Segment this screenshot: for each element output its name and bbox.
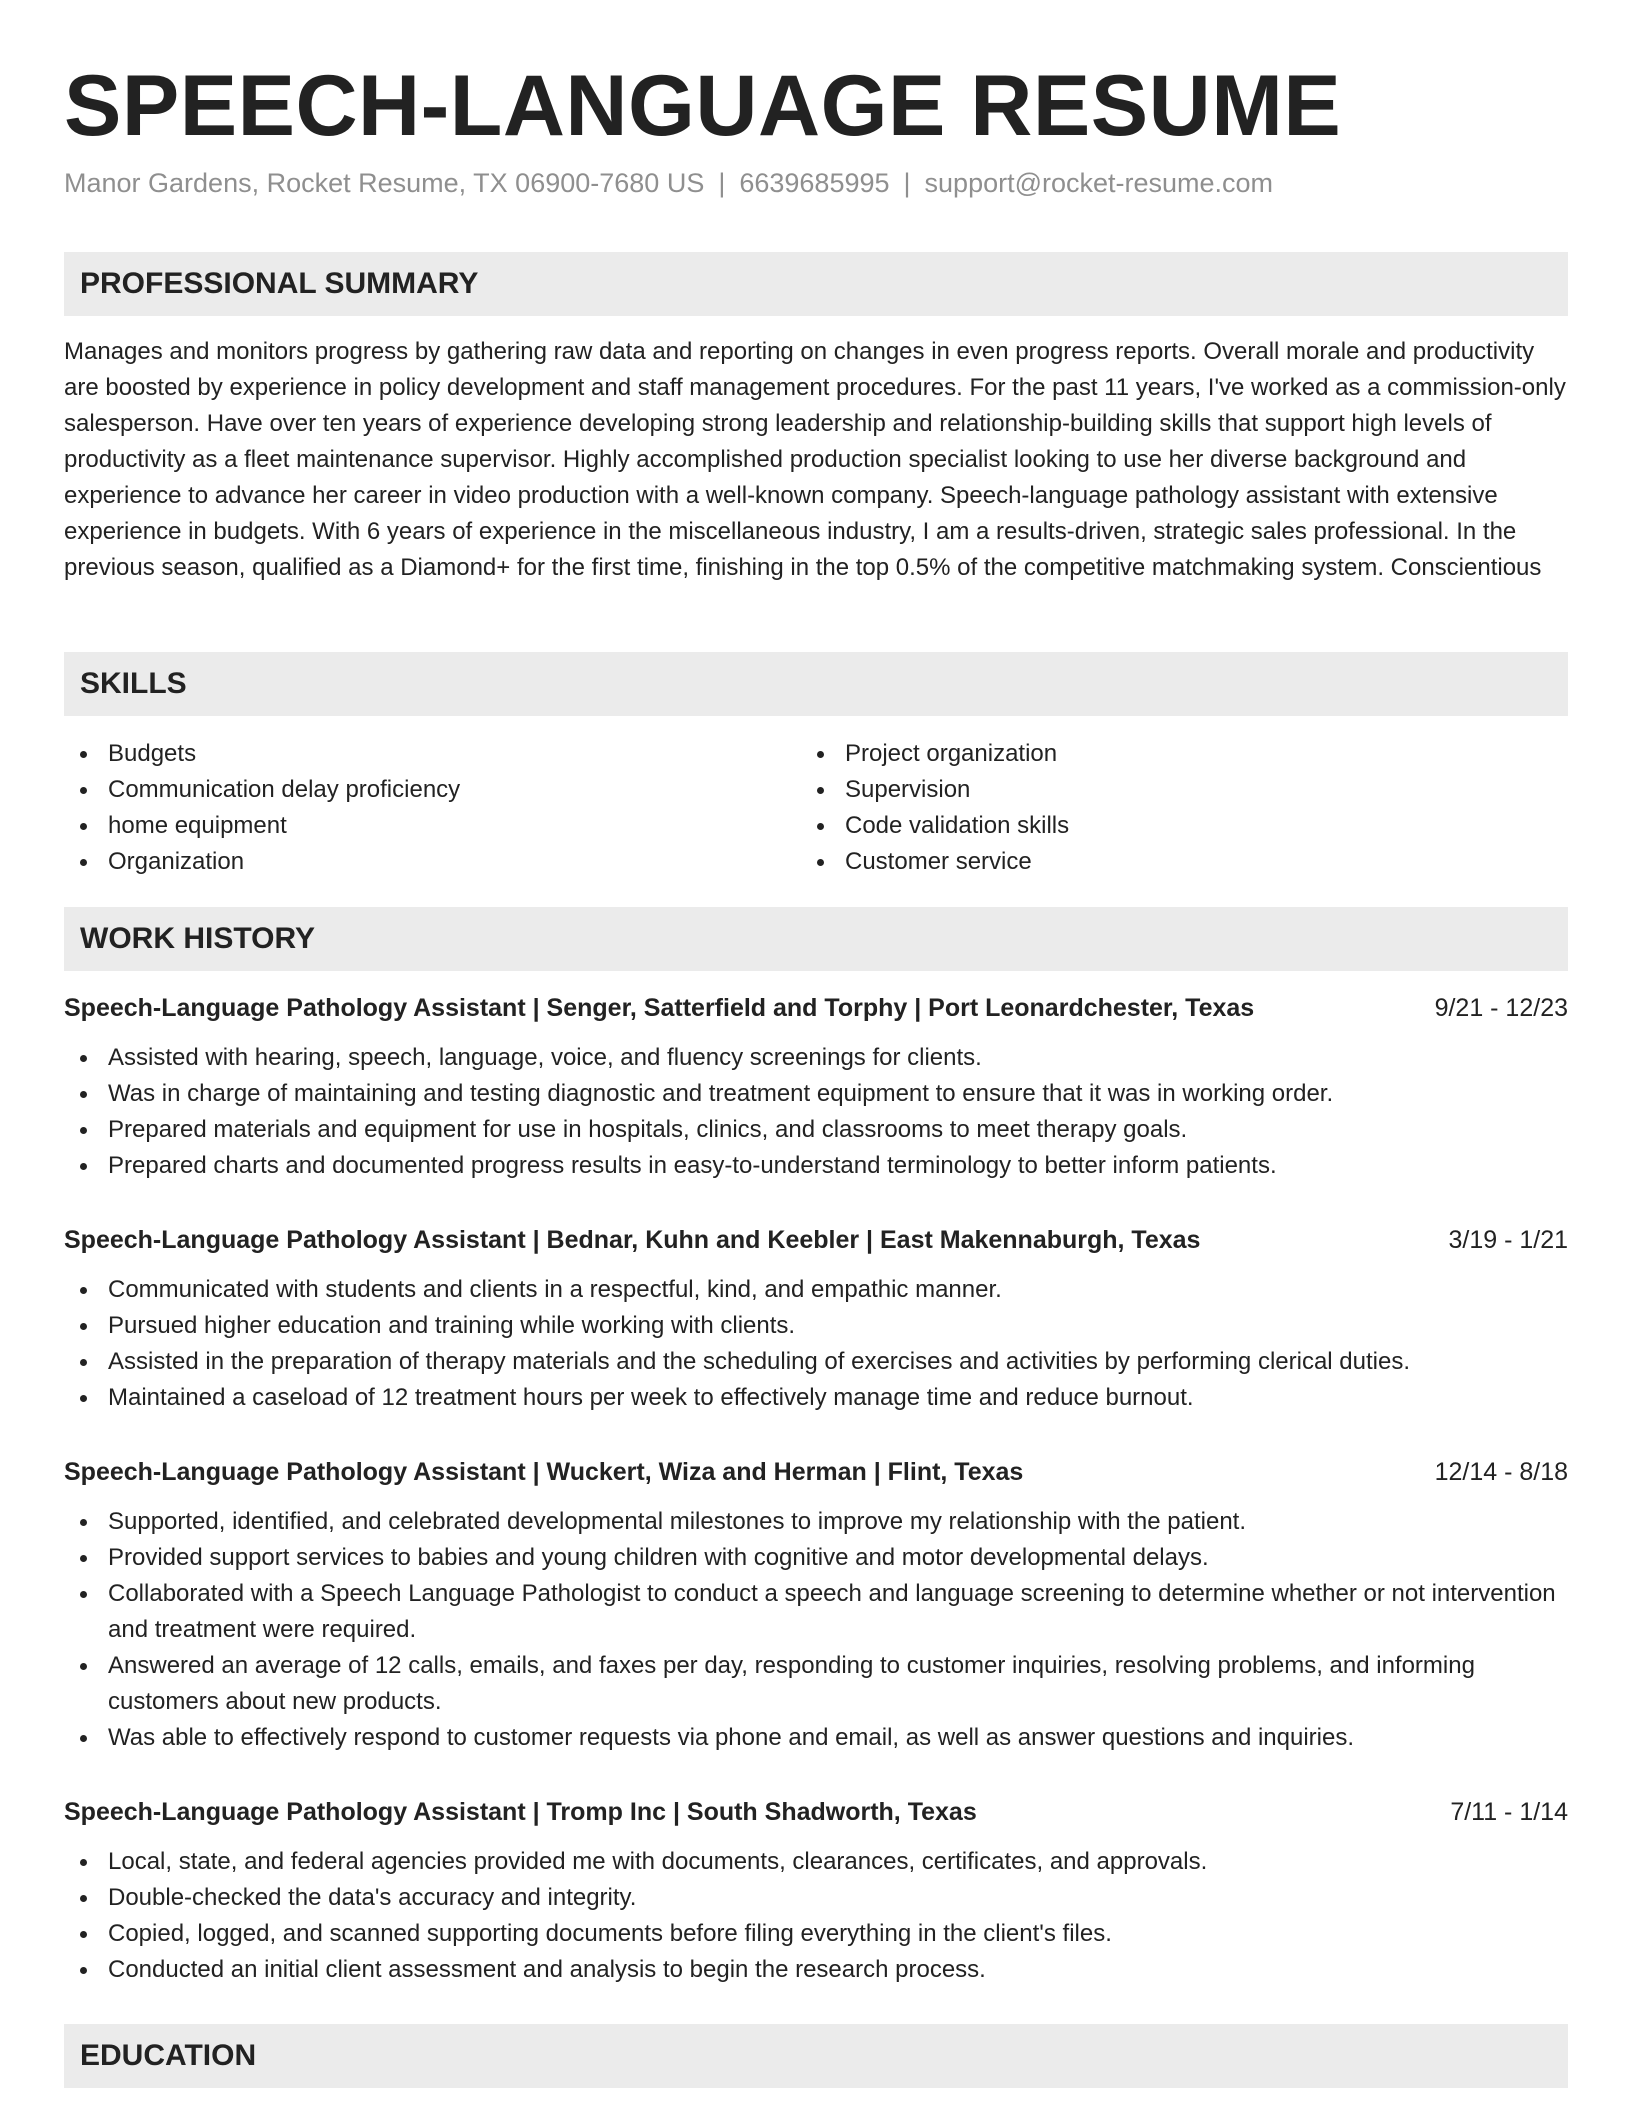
- job-duty: Assisted in the preparation of therapy materials and the scheduling of exercises and activities by performing clerical duties.: [64, 1344, 1568, 1380]
- job-duty: Prepared materials and equipment for use in hospitals, clinics, and classrooms to meet therapy goals.: [64, 1112, 1568, 1148]
- contact-email: support@rocket-resume.com: [924, 168, 1274, 198]
- skill-item: Code validation skills: [801, 808, 1501, 844]
- contact-address: Manor Gardens, Rocket Resume, TX 06900-7680 US: [64, 168, 705, 198]
- job-header: [64, 1790, 1568, 1834]
- skill-item: Project organization: [801, 736, 1501, 772]
- job-entry: [64, 1790, 1568, 1988]
- job-dates: 7/11 - 1/14: [1450, 1798, 1568, 1826]
- job-duty: Assisted with hearing, speech, language, voice, and fluency screenings for clients.: [64, 1040, 1568, 1076]
- work-section-title: WORK HISTORY: [80, 922, 316, 955]
- job-duties: [64, 1504, 1568, 1756]
- skills-list-left: [64, 736, 764, 880]
- job-duty: Supported, identified, and celebrated developmental milestones to improve my relationship with the patient.: [64, 1504, 1568, 1540]
- job-header: [64, 1218, 1568, 1262]
- summary-section-title: PROFESSIONAL SUMMARY: [80, 267, 479, 300]
- job-header: [64, 986, 1568, 1030]
- job-duty: Answered an average of 12 calls, emails, and faxes per day, responding to customer inquiries, resolving problems, and informing customers about new products.: [64, 1648, 1568, 1720]
- skill-item: Budgets: [64, 736, 764, 772]
- job-duty: Copied, logged, and scanned supporting documents before filing everything in the client's files.: [64, 1916, 1568, 1952]
- job-heading: Speech-Language Pathology Assistant | Senger, Satterfield and Torphy | Port Leonardchester, Texas: [64, 994, 1255, 1022]
- job-duty: Pursued higher education and training while working with clients.: [64, 1308, 1568, 1344]
- skill-item: home equipment: [64, 808, 764, 844]
- contact-line: [64, 166, 1273, 200]
- job-heading: Speech-Language Pathology Assistant | Bednar, Kuhn and Keebler | East Makennaburgh, Texas: [64, 1226, 1201, 1254]
- job-duty: Local, state, and federal agencies provided me with documents, clearances, certificates, and approvals.: [64, 1844, 1568, 1880]
- job-entry: [64, 986, 1568, 1184]
- job-entry: [64, 1450, 1568, 1756]
- skill-item: Communication delay proficiency: [64, 772, 764, 808]
- work-section-header: [64, 907, 1568, 971]
- contact-phone: 6639685995: [739, 168, 890, 198]
- job-dates: 3/19 - 1/21: [1448, 1226, 1568, 1254]
- job-duties: [64, 1040, 1568, 1184]
- education-section-header: [64, 2024, 1568, 2088]
- job-entry: [64, 1218, 1568, 1416]
- job-duty: Was in charge of maintaining and testing diagnostic and treatment equipment to ensure that it was in working order.: [64, 1076, 1568, 1112]
- job-duty: Collaborated with a Speech Language Pathologist to conduct a speech and language screening to determine whether or not intervention and treatment were required.: [64, 1576, 1568, 1648]
- skills-section-title: SKILLS: [80, 667, 187, 700]
- summary-text: Manages and monitors progress by gathering raw data and reporting on changes in even progress reports. Overall morale and productivity are boosted by experience in policy development and staff management procedures. For the past 11 years, I've worked as a commission-only salesperson. Have over ten years of experience developing strong leadership and relationship-building skills that support high levels of productivity as a fleet maintenance supervisor. Highly accomplished production specialist looking to use her diverse background and experience to advance her career in video production with a well-known company. Speech-language pathology assistant with extensive experience in budgets. With 6 years of experience in the miscellaneous industry, I am a results-driven, strategic sales professional. In the previous season, qualified as a Diamond+ for the first time, finishing in the top 0.5% of the competitive matchmaking system. Conscientious: [64, 338, 1566, 581]
- job-header: [64, 1450, 1568, 1494]
- job-duty: Was able to effectively respond to customer requests via phone and email, as well as answer questions and inquiries.: [64, 1720, 1568, 1756]
- skills-list-right: [801, 736, 1501, 880]
- skill-item: Customer service: [801, 844, 1501, 880]
- job-heading: Speech-Language Pathology Assistant | Tromp Inc | South Shadworth, Texas: [64, 1798, 977, 1826]
- job-duties: [64, 1272, 1568, 1416]
- job-dates: 12/14 - 8/18: [1434, 1458, 1568, 1486]
- skills-section-header: [64, 652, 1568, 716]
- job-duty: Communicated with students and clients in a respectful, kind, and empathic manner.: [64, 1272, 1568, 1308]
- job-duty: Double-checked the data's accuracy and integrity.: [64, 1880, 1568, 1916]
- skill-item: Supervision: [801, 772, 1501, 808]
- education-section-title: EDUCATION: [80, 2039, 257, 2072]
- skill-item: Organization: [64, 844, 764, 880]
- contact-separator: |: [903, 168, 911, 198]
- job-heading: Speech-Language Pathology Assistant | Wuckert, Wiza and Herman | Flint, Texas: [64, 1458, 1024, 1486]
- job-duty: Conducted an initial client assessment and analysis to begin the research process.: [64, 1952, 1568, 1988]
- contact-separator: |: [718, 168, 726, 198]
- job-duty: Prepared charts and documented progress results in easy-to-understand terminology to better inform patients.: [64, 1148, 1568, 1184]
- job-duty: Maintained a caseload of 12 treatment hours per week to effectively manage time and reduce burnout.: [64, 1380, 1568, 1416]
- job-duties: [64, 1844, 1568, 1988]
- summary-section-header: [64, 252, 1568, 316]
- resume-name: SPEECH-LANGUAGE RESUME: [64, 58, 1342, 154]
- job-dates: 9/21 - 12/23: [1434, 994, 1568, 1022]
- job-duty: Provided support services to babies and young children with cognitive and motor developmental delays.: [64, 1540, 1568, 1576]
